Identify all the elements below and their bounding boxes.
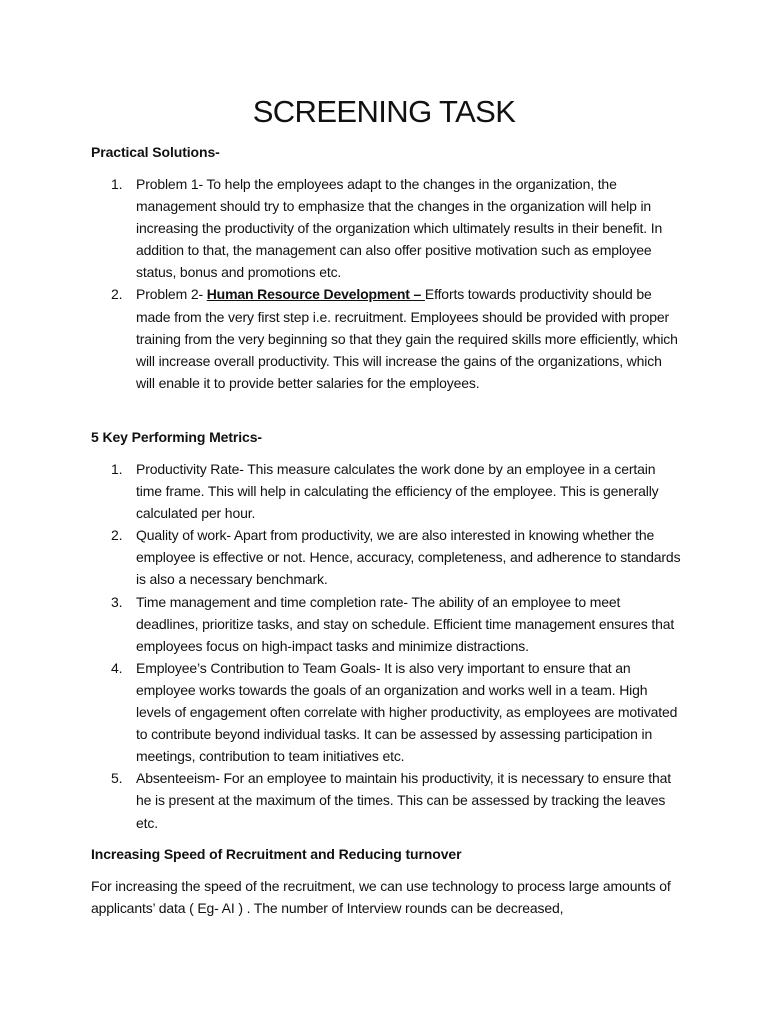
list-item [91,458,681,524]
list-item-number: 2. [111,527,123,544]
list-item-text: Absenteeism- For an employee to maintain his productivity, it is necessary to ensure that he is present at the maximum of the times. This can be assessed by tracking the leaves etc. [136,770,671,831]
list-item-number: 2. [111,286,123,303]
list-item [91,591,681,657]
practical-solutions-list [91,173,681,394]
list-item-number: 3. [111,593,123,610]
list-item-number: 1. [111,461,123,477]
list-item-number: 4. [111,659,123,676]
list-item [91,283,681,393]
emphasized-term: Human Resource Development – [206,286,425,303]
list-item [91,173,681,283]
list-item-number: 5. [111,770,123,787]
section-heading-key-metrics: 5 Key Performing Metrics- [91,429,262,445]
list-item-text: Problem 1- To help the employees adapt to the changes in the organization, the management should try to emphasize that the changes in the organization will help in increasing the productivity of the organization which ultimately results in their benefit. In addition to that, the management can also offer positive motivation such as employee status, bonus and promotions etc. [136,176,663,281]
recruitment-paragraph: For increasing the speed of the recruitment, we can use technology to process large amounts of applicants’ data ( Eg- AI ) . The number of Interview rounds can be decreased, [91,878,671,917]
list-item-text: Employee’s Contribution to Team Goals- It is also very important to ensure that an employee works towards the goals of an organization and works well in a team. High levels of engagement often correlate with higher productivity, as employees are motivated to contribute beyond individual tasks. It can be assessed by assessing participation in meetings, contribution to team initiatives etc. [136,659,678,765]
key-metrics-list [91,458,681,834]
list-item-number: 1. [111,176,123,192]
list-item-prefix: Problem 2- [136,286,207,303]
list-item [91,524,681,590]
list-item [91,767,681,833]
document-title: SCREENING TASK [252,94,516,129]
list-item-text: Time management and time completion rate- The ability of an employee to meet deadlines, prioritize tasks, and stay on schedule. Efficient time management ensures that employees focus on high-impact tasks and minimize distractions. [136,593,675,654]
list-item [91,657,681,767]
list-item-text: Efforts towards productivity should be made from the very first step i.e. recruitment. Employees should be provided with proper training from the very beginning so that they gain the required skills more efficiently, which will increase overall productivity. This will increase the gains of the organizations, which will enable it to provide better salaries for the employees. [136,286,678,391]
section-heading-practical-solutions: Practical Solutions- [91,144,220,160]
list-item-text: Productivity Rate- This measure calculates the work done by an employee in a certain time frame. This will help in calculating the efficiency of the employee. This is generally calculated per hour. [136,461,659,522]
list-item-text: Quality of work- Apart from productivity, we are also interested in knowing whether the employee is effective or not. Hence, accuracy, completeness, and adherence to standards is also a necessary benchmark. [136,527,681,588]
section-heading-recruitment: Increasing Speed of Recruitment and Reducing turnover [91,846,462,862]
